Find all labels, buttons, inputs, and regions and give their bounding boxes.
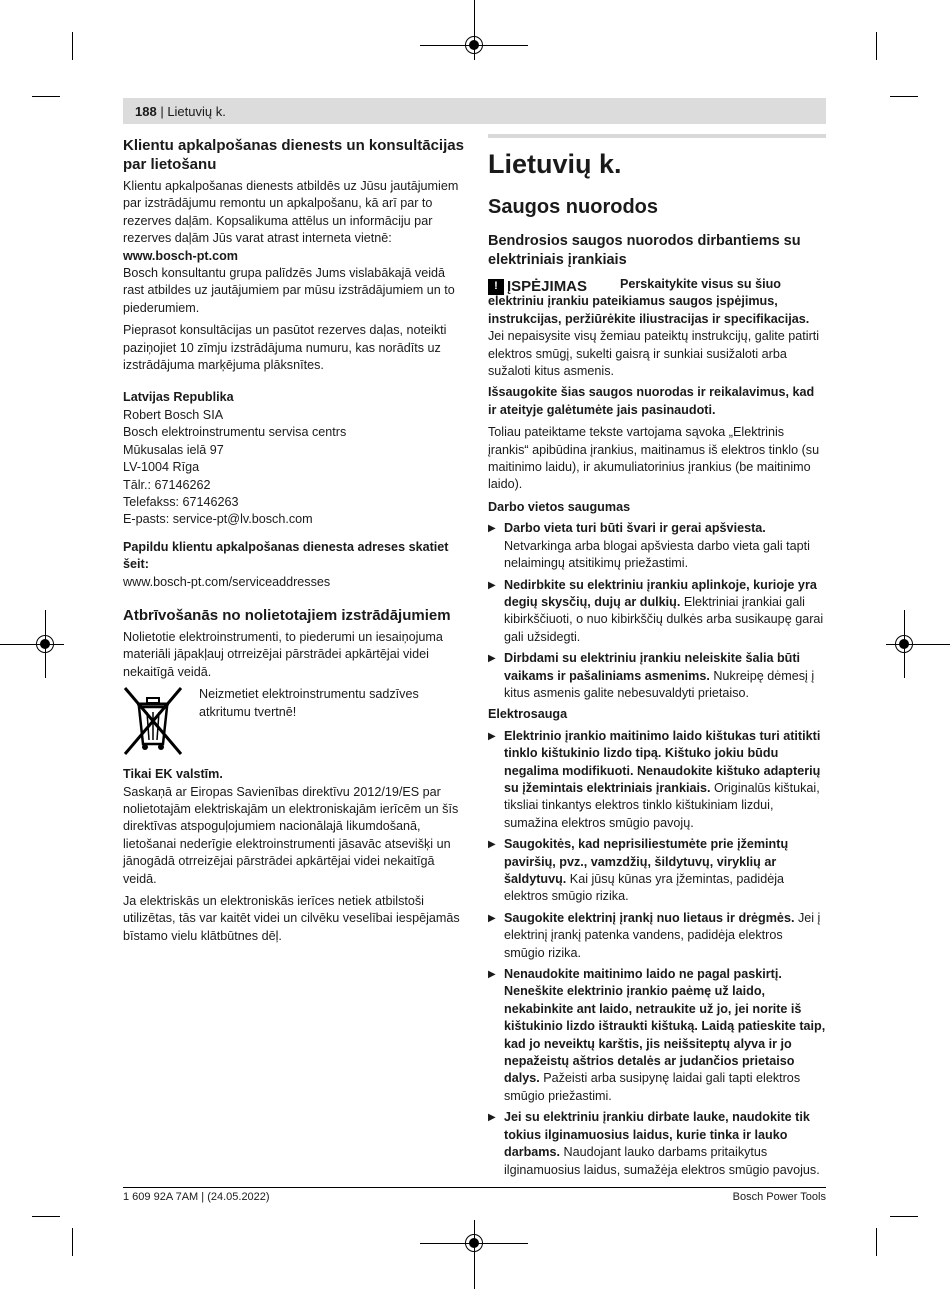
warning-bold-text: Perskaitykite visus su šiuo elektriniu įrankiu pateikiamus saugos įspėjimus, instrukcijas, peržiūrėkite iliustracijas ir specifikacijas.: [488, 277, 810, 326]
service-text-2: Bosch konsultantu grupa palīdzēs Jums vislabākajā veidā rast atbildes uz jautājumiem par mūsu izstrādājumiem un to piederumiem.: [123, 266, 455, 315]
safety-title: Saugos nuorodos: [488, 196, 658, 218]
workplace-title: Darbo vietos saugumas: [488, 499, 631, 514]
item-bold: Jei su elektriniu įrankiu dirbate lauke, naudokite tik tokius ilginamuosius laidus, kurie tinka ir lauko darbams.: [504, 1110, 810, 1160]
crop-mark: [32, 96, 60, 97]
address-country: Latvijas Republika: [123, 390, 234, 405]
crop-mark: [890, 1216, 918, 1217]
address-line: Bosch elektroinstrumentu servisa centrs: [123, 425, 347, 440]
warning-badge: [488, 278, 587, 295]
item-bold: Dirbdami su elektriniu įrankiu neleiskite šalia būti vaikams ir pašaliniams asmenims.: [504, 651, 801, 683]
item-text: Originalūs kištukai, tiksliai tinkantys elektros tinklo kištukiniam lizdui, sumažina elektros smūgio pavojų.: [504, 780, 820, 830]
header-section: Lietuvių k.: [167, 104, 226, 119]
registration-target-icon: [36, 635, 54, 653]
spacer: [123, 756, 465, 766]
electric-safety-title: Elektrosauga: [488, 707, 568, 722]
service-url: www.bosch-pt.com: [123, 248, 238, 263]
crop-mark: [32, 1216, 60, 1217]
list-item: [488, 577, 826, 647]
right-column: [488, 136, 826, 1183]
item-text: Nukreipę dėmesį į kitus asmenis galite nebesuvaldyti prietaiso.: [504, 668, 815, 700]
service-text: Klientu apkalpošanas dienests atbildēs uz Jūsu jautājumiem par izstrādājumu remontu un apkalpošanu, kā arī par to rezerves daļām. Kopsalikuma attēlus un informāciju par rezerves daļām Jūs varat atrast interneta vietnē:: [123, 179, 459, 246]
eu-paragraph-1: Saskaņā ar Eiropas Savienības direktīvu 2012/19/ES par nolietotajām elektriskajām un elektroniskajām ierīcēm un šīs direktīvas atspoguļojumiem nacionālajā likumdošanā, lietošanai nederīgie elektroinstrumenti jāsavāc atsevišķi un jānogādā otrreizējai pārstrādei apkārtējai videi nekaitīgā veidā.: [123, 784, 459, 886]
term-definition: Toliau pateiktame tekste vartojama sąvoka „Elektrinis įrankis“ apibūdina įrankius, maitinamus iš elektros tinklo (su maitinimo laidu), ir akumuliatorinius įrankius (be maitinimo laido).: [488, 425, 820, 492]
list-item: [488, 1109, 826, 1179]
list-item: [488, 728, 826, 832]
spacer: [123, 596, 465, 606]
crossed-bin-icon: [123, 686, 183, 756]
list-item: [488, 520, 826, 572]
crop-mark: [876, 32, 877, 60]
address-line: Tālr.: 67146262: [123, 477, 211, 492]
more-addresses: Papildu klientu apkalpošanas dienesta adreses skatiet šeit:: [123, 539, 449, 572]
registration-target-icon: [895, 635, 913, 653]
item-bold: Elektrinio įrankio maitinimo laido kištukas turi atitikti tinklo kištukinio lizdo tipą. Kištuko jokiu būdu negalima modifikuoti. Nenaudokite kištuko adapterių su įžemintais elektriniais įrankiais.: [504, 728, 821, 795]
general-safety-title: Bendrosios saugos nuorodos dirbantiems su elektriniais įrankiais: [488, 233, 801, 268]
warning-triangle-icon: !: [488, 279, 504, 295]
warning-text: Jei nepaisysite visų žemiau pateiktų instrukcijų, galite patirti elektros smūgį, sukelti gaisrą ir sunkiai susižaloti arba sužaloti kitus asmenis.: [488, 329, 820, 379]
page-header: 188 | Lietuvių k.: [135, 104, 226, 119]
service-paragraph-1: [123, 178, 465, 317]
address-line: LV-1004 Rīga: [123, 460, 200, 475]
footer-doc-id: 1 609 92A 7AM | (24.05.2022): [123, 1191, 270, 1203]
page-number: 188: [135, 104, 157, 119]
column-rule: [488, 134, 826, 138]
footer-brand: Bosch Power Tools: [732, 1191, 826, 1203]
item-bold: Nenaudokite maitinimo laido ne pagal paskirtį. Neneškite elektrinio įrankio paėmę už laido, nekabinkite ant laido, netraukite už jo, jei norite iš kištukinio lizdo ištraukti kištuką. Laidą patieskite taip, kad jo neveiktų karštis, jis neišsiteptų alyva ir jo nepažeistų aštrios detalės ar judančios prietaiso dalys.: [504, 967, 826, 1086]
service-title: Klientu apkalpošanas dienests un konsultācijas par lietošanu: [123, 137, 464, 173]
address-line: Telefakss: 67146263: [123, 494, 239, 509]
crop-mark: [876, 1228, 877, 1256]
page-header-bar: [123, 98, 826, 124]
footer-rule: [123, 1187, 826, 1188]
item-text: Naudojant lauko darbams pritaikytus ilginamuosius laidus, sumažėja elektros smūgio pavojus.: [504, 1145, 820, 1177]
list-item: [488, 836, 826, 906]
registration-line: [0, 644, 64, 645]
spacer: [123, 379, 465, 389]
address-line: Robert Bosch SIA: [123, 407, 224, 422]
disposal-paragraph: Nolietotie elektroinstrumenti, to piederumi un iesaiņojuma materiāli jāpakļauj otrreizējai pārstrādei apkārtējai videi nekaitīgā veidā.: [123, 629, 443, 679]
crop-mark: [72, 32, 73, 60]
item-bold: Saugokitės, kad neprisiliestumėte prie įžemintų paviršių, pvz., vamzdžių, šildytuvų, viryklių ar šaldytuvų.: [504, 837, 789, 886]
item-text: Jei į elektrinį įrankį patenka vandens, padidėja elektros smūgio rizika.: [504, 910, 821, 960]
spacer: [123, 529, 465, 539]
item-text: Kai jūsų kūnas yra įžemintas, padidėja elektros smūgio rizika.: [504, 872, 785, 904]
crop-mark: [890, 96, 918, 97]
registration-line: [474, 1220, 475, 1289]
disposal-title: Atbrīvošanās no nolietotajiem izstrādājumiem: [123, 606, 451, 624]
eu-only-heading: Tikai EK valstīm.: [123, 767, 223, 782]
warning-label: ĮSPĖJIMAS: [507, 278, 588, 295]
item-text: Pažeisti arba susipynę laidai gali tapti elektros smūgio priežastimi.: [504, 1071, 801, 1103]
keep-instructions: Išsaugokite šias saugos nuorodas ir reikalavimus, kad ir ateityje galėtumėte jais pasinaudoti.: [488, 385, 815, 417]
list-item: [488, 650, 826, 702]
address-line: Mūkusalas ielā 97: [123, 442, 224, 457]
weee-notice: [123, 686, 465, 756]
language-title: Lietuvių k.: [488, 149, 622, 179]
list-item: [488, 966, 826, 1105]
service-paragraph-3: Pieprasot konsultācijas un pasūtot rezerves daļas, noteikti paziņojiet 10 zīmju izstrādājuma numuru, kas norādīts uz izstrādājuma marķējuma plāksnītes.: [123, 323, 447, 373]
item-bold: Nedirbkite su elektriniu įrankiu aplinkoje, kurioje yra degių skysčių, dujų ar dulkių.: [504, 577, 817, 609]
warning-block: [488, 276, 826, 380]
item-text: Netvarkinga arba blogai apšviesta darbo vieta gali tapti nelaimingų atsitikimų priežastimi.: [504, 538, 810, 571]
more-addresses-url: www.bosch-pt.com/serviceaddresses: [123, 574, 331, 589]
item-bold: Saugokite elektrinį įrankį nuo lietaus ir drėgmės.: [504, 910, 795, 925]
item-text: Elektriniai įrankiai gali kibirkščiuoti, o nuo kibirkščių dulkės arba susikaupę garai gali užsidegti.: [504, 594, 824, 644]
item-bold: Darbo vieta turi būti švari ir gerai apšviesta.: [504, 521, 766, 536]
address-line: E-pasts: service-pt@lv.bosch.com: [123, 512, 313, 527]
list-item: [488, 910, 826, 962]
weee-text: Neizmetiet elektroinstrumentu sadzīves atkritumu tvertnē!: [199, 687, 419, 719]
left-column: [123, 136, 465, 950]
registration-target-icon: [465, 1234, 483, 1252]
crop-mark: [72, 1228, 73, 1256]
registration-target-icon: [465, 36, 483, 54]
eu-paragraph-2: Ja elektriskās un elektroniskās ierīces netiek atbilstoši utilizētas, tās var kaitēt videi un cilvēku veselībai iespējamās bīstamo vielu klātbūtnes dēļ.: [123, 894, 460, 943]
